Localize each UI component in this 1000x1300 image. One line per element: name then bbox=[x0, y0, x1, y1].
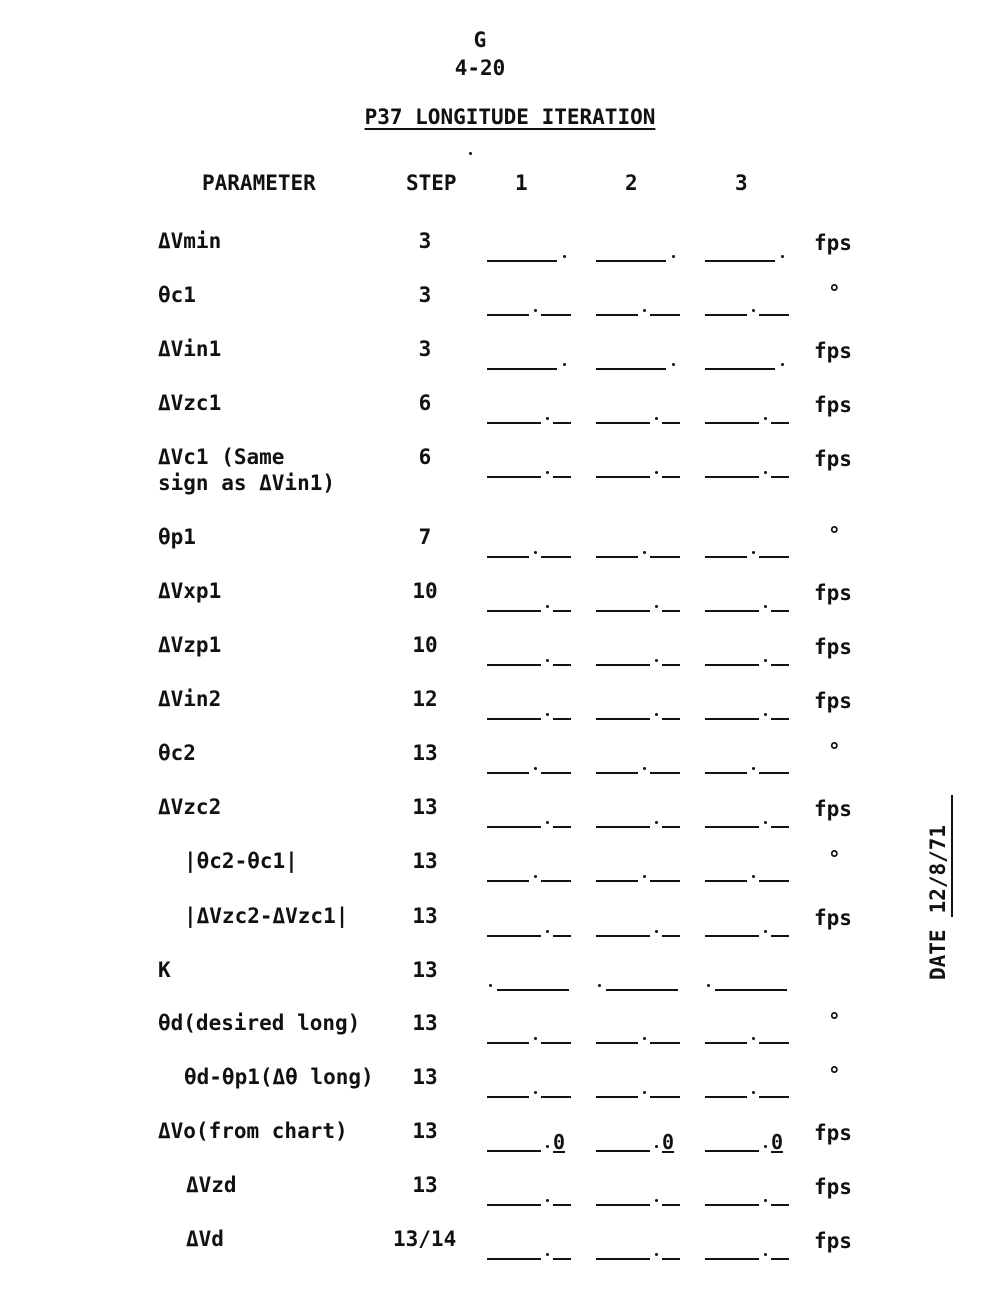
unit-degrees: ° bbox=[828, 523, 841, 547]
entry-field-col-1[interactable] bbox=[487, 1028, 577, 1044]
column-header-step: STEP bbox=[406, 171, 457, 195]
step-number: 13/14 bbox=[393, 1227, 457, 1251]
unit-degrees: ° bbox=[828, 739, 841, 763]
table-row bbox=[0, 524, 960, 564]
unit-fps: fps bbox=[814, 231, 852, 255]
entry-field-col-1[interactable] bbox=[487, 1244, 577, 1260]
entry-field-col-3[interactable] bbox=[705, 866, 795, 882]
entry-field-col-2[interactable] bbox=[596, 866, 686, 882]
parameter-label: θc2 bbox=[158, 741, 196, 765]
unit-fps: fps bbox=[814, 339, 852, 363]
parameter-label: θc1 bbox=[158, 283, 196, 307]
entry-field-col-3[interactable] bbox=[705, 1028, 795, 1044]
entry-field-col-3[interactable] bbox=[705, 596, 795, 612]
table-row bbox=[0, 578, 960, 618]
table-row bbox=[0, 282, 960, 322]
entry-field-col-3[interactable] bbox=[705, 1190, 795, 1206]
table-row bbox=[0, 336, 960, 376]
entry-field-col-2[interactable] bbox=[596, 758, 686, 774]
unit-fps: fps bbox=[814, 1175, 852, 1199]
table-row bbox=[0, 1226, 960, 1266]
section-letter: G bbox=[473, 28, 487, 52]
parameter-label: ΔVin2 bbox=[158, 687, 222, 711]
entry-field-col-1[interactable] bbox=[487, 408, 577, 424]
step-number: 13 bbox=[412, 958, 438, 982]
entry-field-col-2[interactable] bbox=[596, 812, 686, 828]
step-number: 10 bbox=[412, 579, 438, 603]
column-header-1: 1 bbox=[515, 171, 528, 195]
unit-fps: fps bbox=[814, 1121, 852, 1145]
table-row bbox=[0, 794, 960, 834]
entry-field-col-1[interactable] bbox=[487, 650, 577, 666]
entry-field-col-3[interactable] bbox=[705, 462, 795, 478]
entry-field-col-2[interactable] bbox=[596, 1082, 686, 1098]
table-row bbox=[0, 1010, 960, 1050]
step-number: 13 bbox=[412, 1119, 438, 1143]
step-number: 3 bbox=[418, 229, 432, 253]
table-row bbox=[0, 1118, 960, 1158]
parameter-label: θd(desired long) bbox=[158, 1011, 361, 1035]
stray-dot-mark bbox=[469, 152, 472, 155]
step-number: 13 bbox=[412, 849, 438, 873]
step-number: 10 bbox=[412, 633, 438, 657]
column-header-2: 2 bbox=[625, 171, 638, 195]
entry-field-col-3[interactable] bbox=[705, 300, 795, 316]
parameter-label: ΔVzd bbox=[186, 1173, 237, 1197]
parameter-label: ΔVc1 (Same sign as ΔVin1) bbox=[158, 445, 336, 495]
entry-field-col-2[interactable] bbox=[596, 975, 686, 991]
parameter-label: |θc2-θc1| bbox=[184, 849, 298, 873]
parameter-label: ΔVxp1 bbox=[158, 579, 222, 603]
unit-fps: fps bbox=[814, 1229, 852, 1253]
parameter-label: |ΔVzc2-ΔVzc1| bbox=[184, 904, 349, 928]
column-header-parameter: PARAMETER bbox=[202, 171, 316, 195]
unit-degrees: ° bbox=[828, 1063, 841, 1087]
entry-field-col-1[interactable] bbox=[487, 246, 577, 262]
table-row bbox=[0, 1172, 960, 1212]
date-label: DATE bbox=[926, 929, 950, 980]
page-number: 4-20 bbox=[454, 56, 506, 80]
entry-field-col-3[interactable] bbox=[705, 650, 795, 666]
preset-zero-digit: 0 bbox=[771, 1130, 784, 1154]
unit-degrees: ° bbox=[828, 281, 841, 305]
entry-field-col-2[interactable] bbox=[596, 1130, 686, 1154]
entry-field-col-3[interactable] bbox=[705, 246, 795, 262]
step-number: 3 bbox=[418, 337, 432, 361]
step-number: 6 bbox=[418, 445, 432, 469]
entry-field-col-2[interactable] bbox=[596, 462, 686, 478]
entry-field-col-2[interactable] bbox=[596, 650, 686, 666]
entry-field-col-2[interactable] bbox=[596, 354, 686, 370]
parameter-label: ΔVzc2 bbox=[158, 795, 222, 819]
table-row bbox=[0, 957, 960, 997]
entry-field-col-1[interactable] bbox=[487, 354, 577, 370]
entry-field-col-1[interactable] bbox=[487, 1082, 577, 1098]
table-row bbox=[0, 740, 960, 780]
date-stamp bbox=[928, 730, 953, 980]
parameter-label: ΔVd bbox=[186, 1227, 224, 1251]
entry-field-col-1[interactable] bbox=[487, 866, 577, 882]
table-row bbox=[0, 228, 960, 268]
entry-field-col-2[interactable] bbox=[596, 704, 686, 720]
parameter-label: ΔVzc1 bbox=[158, 391, 222, 415]
table-row bbox=[0, 632, 960, 672]
entry-field-col-1[interactable] bbox=[487, 1190, 577, 1206]
entry-field-col-2[interactable] bbox=[596, 596, 686, 612]
entry-field-col-1[interactable] bbox=[487, 921, 577, 937]
parameter-label: ΔVo(from chart) bbox=[158, 1119, 348, 1143]
table-row bbox=[0, 390, 960, 430]
table-row bbox=[0, 444, 960, 495]
unit-degrees: ° bbox=[828, 847, 841, 871]
step-number: 6 bbox=[418, 391, 432, 415]
table-row bbox=[0, 903, 960, 943]
step-number: 12 bbox=[412, 687, 438, 711]
entry-field-col-1[interactable] bbox=[487, 462, 577, 478]
unit-fps: fps bbox=[814, 447, 852, 471]
unit-fps: fps bbox=[814, 635, 852, 659]
page-title-wrap bbox=[0, 107, 1000, 128]
entry-field-col-2[interactable] bbox=[596, 1028, 686, 1044]
step-number: 13 bbox=[412, 741, 438, 765]
entry-field-col-1[interactable] bbox=[487, 812, 577, 828]
entry-field-col-3[interactable] bbox=[705, 542, 795, 558]
parameter-label: ΔVmin bbox=[158, 229, 222, 253]
entry-field-col-1[interactable] bbox=[487, 596, 577, 612]
entry-field-col-1[interactable] bbox=[487, 758, 577, 774]
unit-fps: fps bbox=[814, 797, 852, 821]
table-row bbox=[0, 686, 960, 726]
step-number: 13 bbox=[412, 904, 438, 928]
entry-field-col-1[interactable] bbox=[487, 704, 577, 720]
unit-fps: fps bbox=[814, 581, 852, 605]
step-number: 13 bbox=[412, 1173, 438, 1197]
entry-field-col-3[interactable] bbox=[705, 704, 795, 720]
step-number: 13 bbox=[412, 1011, 438, 1035]
entry-field-col-1[interactable] bbox=[487, 300, 577, 316]
page-title: P37 LONGITUDE ITERATION bbox=[364, 105, 656, 129]
entry-field-col-1[interactable] bbox=[487, 975, 577, 991]
parameter-label: ΔVin1 bbox=[158, 337, 222, 361]
entry-field-col-1[interactable] bbox=[487, 542, 577, 558]
parameter-label: ΔVzp1 bbox=[158, 633, 222, 657]
date-value: 12/8/71 bbox=[928, 795, 953, 918]
step-number: 13 bbox=[412, 1065, 438, 1089]
entry-field-col-1[interactable] bbox=[487, 1130, 577, 1154]
entry-field-col-3[interactable] bbox=[705, 758, 795, 774]
entry-field-col-3[interactable] bbox=[705, 1244, 795, 1260]
entry-field-col-2[interactable] bbox=[596, 542, 686, 558]
unit-fps: fps bbox=[814, 689, 852, 713]
parameter-label: K bbox=[158, 958, 171, 982]
unit-degrees: ° bbox=[828, 1009, 841, 1033]
column-header-3: 3 bbox=[735, 171, 748, 195]
step-number: 13 bbox=[412, 795, 438, 819]
table-row bbox=[0, 848, 960, 888]
entry-field-col-3[interactable] bbox=[705, 812, 795, 828]
step-number: 3 bbox=[418, 283, 432, 307]
entry-field-col-3[interactable] bbox=[705, 1082, 795, 1098]
entry-field-col-2[interactable] bbox=[596, 1190, 686, 1206]
parameter-label: θd-θp1(Δθ long) bbox=[184, 1065, 374, 1089]
preset-zero-digit: 0 bbox=[662, 1130, 675, 1154]
entry-field-col-2[interactable] bbox=[596, 408, 686, 424]
entry-field-col-2[interactable] bbox=[596, 246, 686, 262]
entry-field-col-3[interactable] bbox=[705, 921, 795, 937]
table-row bbox=[0, 1064, 960, 1104]
unit-fps: fps bbox=[814, 906, 852, 930]
entry-field-col-3[interactable] bbox=[705, 354, 795, 370]
entry-field-col-2[interactable] bbox=[596, 1244, 686, 1260]
entry-field-col-2[interactable] bbox=[596, 921, 686, 937]
entry-field-col-3[interactable] bbox=[705, 408, 795, 424]
step-number: 7 bbox=[418, 525, 432, 549]
unit-fps: fps bbox=[814, 393, 852, 417]
entry-field-col-2[interactable] bbox=[596, 300, 686, 316]
entry-field-col-3[interactable] bbox=[705, 1130, 795, 1154]
parameter-label: θp1 bbox=[158, 525, 196, 549]
entry-field-col-3[interactable] bbox=[705, 975, 795, 991]
preset-zero-digit: 0 bbox=[553, 1130, 566, 1154]
